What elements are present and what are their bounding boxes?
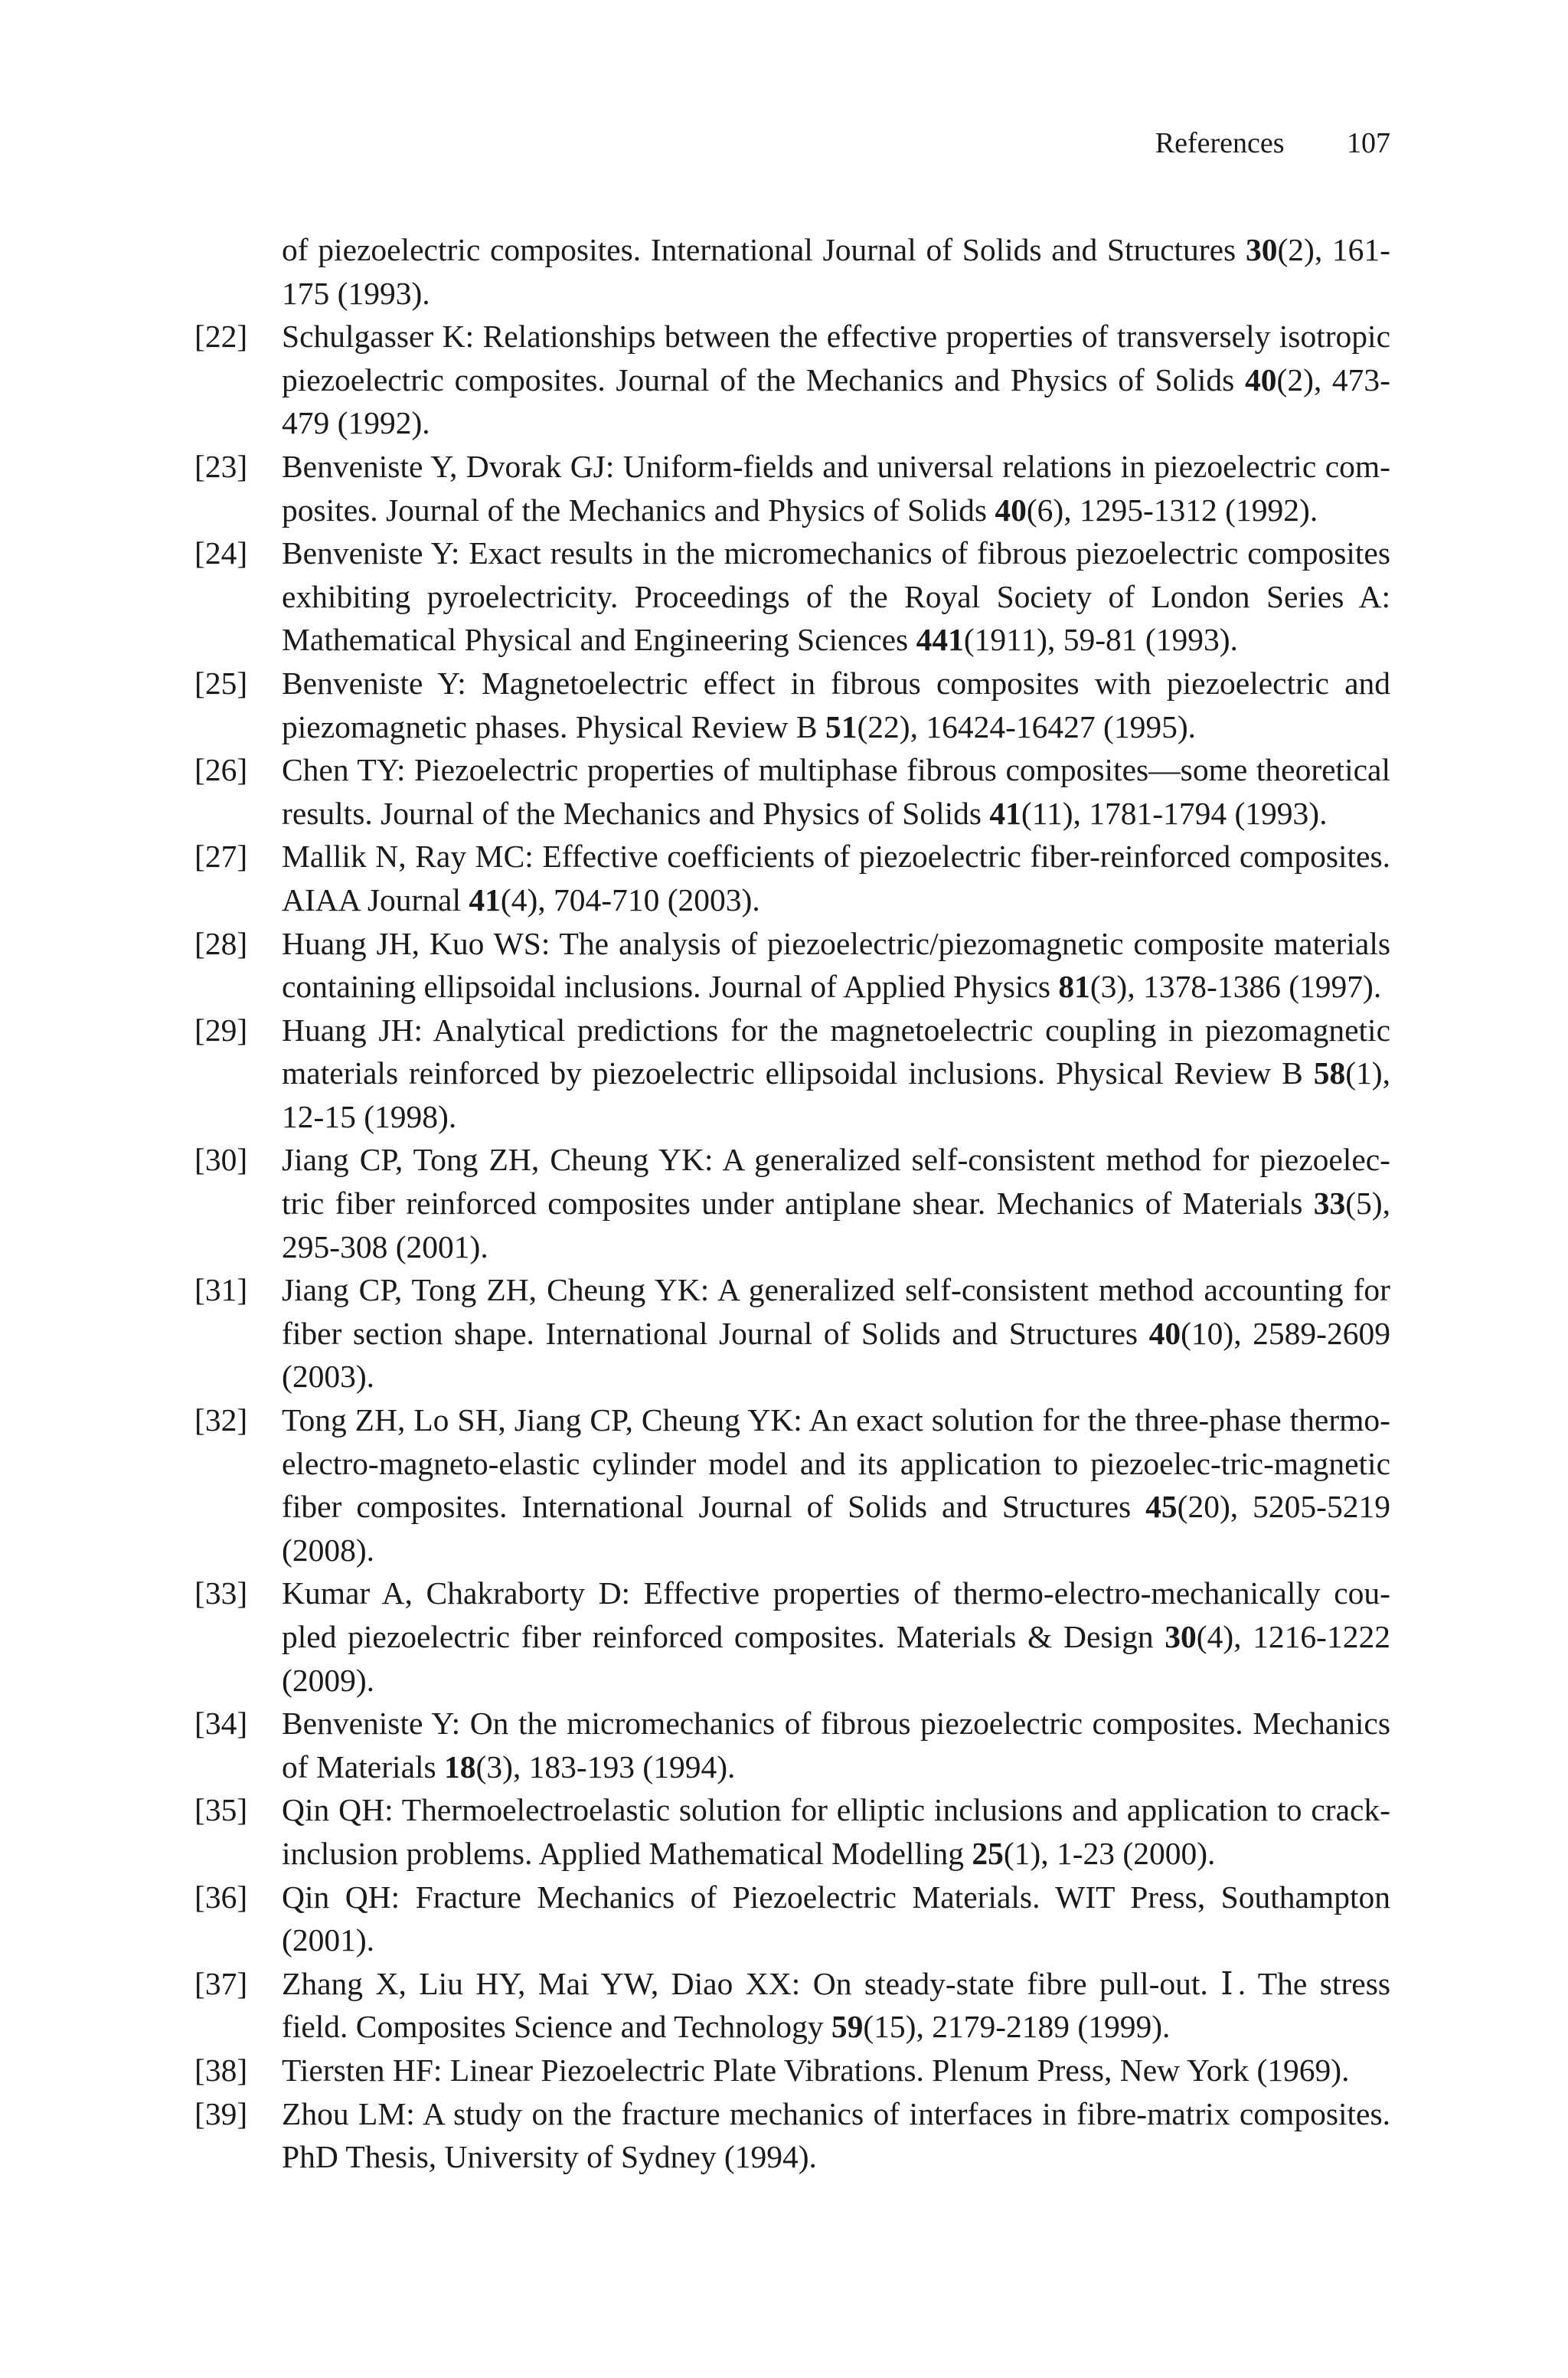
reference-text — [282, 1402, 1390, 1568]
reference-body: Huang JH, Kuo WS: The analysis of piezoelectric/piezomagnetic composite materials containing ellipsoidal inclusions. Journal of Applied Physics — [282, 925, 1390, 1005]
reference-pages: (11), 1781-1794 (1993). — [1021, 795, 1328, 831]
reference-pages: (10), 2589-2609 (2003). — [282, 1315, 1390, 1395]
reference-item — [194, 748, 1390, 835]
reference-text — [282, 1879, 1390, 1958]
reference-body: Huang JH: Analytical predictions for the magnetoelectric coupling in piezomagnetic materials reinforced by piezoelectric ellipsoidal inclusions. Physical Review B — [282, 1012, 1390, 1091]
reference-item — [194, 228, 1390, 315]
reference-volume: 40 — [1148, 1315, 1181, 1351]
reference-text — [282, 926, 1390, 1005]
reference-body: Jiang CP, Tong ZH, Cheung YK: A generalized self-consistent method for piezoelec-tric fiber reinforced composites under antiplane shear. Mechanics of Materials — [282, 1142, 1390, 1222]
reference-number: [37] — [194, 1965, 248, 2001]
reference-text — [282, 2096, 1390, 2175]
reference-body: Benveniste Y: Magnetoelectric effect in fibrous composites with piezoelectric and piezomagnetic phases. Physical Review B — [282, 665, 1390, 744]
reference-text — [282, 232, 1390, 311]
reference-text — [282, 1575, 1390, 1697]
reference-item — [194, 1876, 1390, 1962]
reference-text — [282, 319, 1390, 440]
reference-volume: 41 — [989, 795, 1021, 831]
reference-body: Zhou LM: A study on the fracture mechanics of interfaces in fibre-matrix composites. PhD Thesis, University of Sydney (1994). — [282, 2095, 1390, 2175]
reference-volume: 30 — [1245, 232, 1278, 267]
reference-body: Zhang X, Liu HY, Mai YW, Diao XX: On steady-state fibre pull-out. Ⅰ. The stress field. Composites Science and Technology — [282, 1965, 1390, 2045]
reference-pages: (6), 1295-1312 (1992). — [1026, 492, 1318, 528]
reference-volume: 30 — [1165, 1619, 1197, 1654]
reference-pages: (20), 5205-5219 (2008). — [282, 1489, 1390, 1568]
reference-pages: (4), 704-710 (2003). — [500, 882, 760, 918]
reference-list — [194, 228, 1390, 2179]
reference-text — [282, 1792, 1390, 1871]
reference-number: [28] — [194, 925, 248, 961]
reference-number: [34] — [194, 1706, 248, 1742]
reference-volume: 58 — [1313, 1055, 1346, 1091]
running-header — [1155, 126, 1390, 161]
reference-body: Tong ZH, Lo SH, Jiang CP, Cheung YK: An exact solution for the three-phase thermo-electro-magneto-elastic cylinder model and its application to piezoelec-tric-magnetic fiber composites. International Journal of Solids and Structures — [282, 1402, 1390, 1525]
reference-number: [29] — [194, 1012, 248, 1048]
reference-number: [24] — [194, 535, 248, 571]
reference-body: Benveniste Y, Dvorak GJ: Uniform-fields and universal relations in piezoelectric com-posites. Journal of the Mechanics and Physics of Solids — [282, 448, 1390, 528]
reference-text — [282, 2053, 1350, 2088]
reference-item — [194, 532, 1390, 662]
reference-body: Mallik N, Ray MC: Effective coefficients of piezoelectric fiber-reinforced composites. AIAA Journal — [282, 839, 1390, 918]
reference-volume: 81 — [1058, 969, 1090, 1005]
reference-volume: 41 — [469, 882, 501, 918]
reference-pages: (1), 12-15 (1998). — [282, 1055, 1390, 1134]
reference-number: [32] — [194, 1402, 248, 1438]
reference-text — [282, 839, 1390, 918]
reference-item — [194, 1268, 1390, 1398]
reference-pages: (2), 473-479 (1992). — [282, 361, 1390, 441]
reference-body: Qin QH: Fracture Mechanics of Piezoelectric Materials. WIT Press, Southampton (2001). — [282, 1879, 1390, 1958]
reference-text — [282, 1966, 1390, 2045]
reference-volume: 441 — [916, 622, 964, 658]
reference-number: [36] — [194, 1879, 248, 1915]
reference-text — [282, 1272, 1390, 1394]
reference-text — [282, 752, 1390, 831]
reference-number: [25] — [194, 665, 248, 701]
reference-number: [30] — [194, 1142, 248, 1178]
reference-body: Benveniste Y: On the micromechanics of fibrous piezoelectric composites. Mechanics of Materials — [282, 1706, 1390, 1784]
reference-text — [282, 449, 1390, 528]
section-title: References — [1155, 127, 1285, 159]
reference-pages: (3), 183-193 (1994). — [475, 1748, 736, 1784]
reference-item — [194, 1788, 1390, 1875]
reference-item — [194, 922, 1390, 1009]
reference-pages: (5), 295-308 (2001). — [282, 1186, 1390, 1264]
reference-text — [282, 666, 1390, 744]
reference-pages: (1911), 59-81 (1993). — [963, 622, 1238, 658]
reference-item — [194, 1572, 1390, 1702]
reference-number: [31] — [194, 1272, 248, 1308]
reference-body: Kumar A, Chakraborty D: Effective properties of thermo-electro-mechanically cou-pled piezoelectric fiber reinforced composites. Materials & Design — [282, 1575, 1390, 1654]
reference-item — [194, 1398, 1390, 1572]
reference-text — [282, 1142, 1390, 1264]
reference-body: Jiang CP, Tong ZH, Cheung YK: A generalized self-consistent method accounting for fiber section shape. International Journal of Solids and Structures — [282, 1272, 1390, 1351]
reference-item — [194, 2049, 1390, 2092]
reference-pages: (1), 1-23 (2000). — [1003, 1835, 1216, 1871]
reference-number: [33] — [194, 1575, 248, 1611]
reference-body: Tiersten HF: Linear Piezoelectric Plate Vibrations. Plenum Press, New York (1969). — [282, 2052, 1350, 2088]
reference-text — [282, 1012, 1390, 1134]
page-number: 107 — [1347, 127, 1390, 159]
reference-volume: 59 — [831, 2009, 864, 2045]
reference-pages: (15), 2179-2189 (1999). — [863, 2009, 1171, 2045]
reference-body: Schulgasser K: Relationships between the effective properties of transversely isotropic piezoelectric composites. Journal of the Mechanics and Physics of Solids — [282, 319, 1390, 397]
reference-number: [38] — [194, 2052, 248, 2088]
reference-volume: 25 — [972, 1835, 1004, 1871]
reference-body: of piezoelectric composites. International Journal of Solids and Structures — [282, 232, 1246, 267]
reference-number: [27] — [194, 839, 248, 875]
reference-number: [35] — [194, 1792, 248, 1828]
reference-pages: (2), 161-175 (1993). — [282, 232, 1391, 311]
reference-item — [194, 445, 1390, 532]
reference-item — [194, 1702, 1390, 1788]
reference-pages: (22), 16424-16427 (1995). — [857, 708, 1197, 744]
reference-number: [22] — [194, 319, 248, 355]
reference-volume: 33 — [1313, 1186, 1346, 1222]
reference-item — [194, 1962, 1390, 2049]
reference-number: [23] — [194, 448, 248, 484]
reference-volume: 18 — [444, 1748, 476, 1784]
reference-item — [194, 1009, 1390, 1139]
reference-text — [282, 535, 1390, 657]
reference-item — [194, 835, 1390, 921]
reference-body: Benveniste Y: Exact results in the micromechanics of fibrous piezoelectric composites exhibiting pyroelectricity. Proceedings of the Royal Society of London Series A: Mathematical Physical and Engineering Sciences — [282, 535, 1390, 658]
reference-number: [39] — [194, 2095, 248, 2131]
reference-item — [194, 1138, 1390, 1268]
reference-pages: (3), 1378-1386 (1997). — [1089, 969, 1382, 1005]
reference-pages: (4), 1216-1222 (2009). — [282, 1619, 1390, 1698]
reference-volume: 51 — [825, 708, 858, 744]
reference-body: Chen TY: Piezoelectric properties of multiphase fibrous composites—some theoretical results. Journal of the Mechanics and Physics of Solids — [282, 752, 1390, 831]
reference-body: Qin QH: Thermoelectroelastic solution for elliptic inclusions and application to crack-inclusion problems. Applied Mathematical Modelling — [282, 1792, 1390, 1871]
reference-item — [194, 2092, 1390, 2179]
reference-number: [26] — [194, 752, 248, 788]
reference-item — [194, 662, 1390, 748]
reference-text — [282, 1706, 1390, 1784]
reference-volume: 40 — [1245, 361, 1277, 397]
reference-volume: 45 — [1145, 1489, 1178, 1525]
reference-item — [194, 315, 1390, 445]
reference-volume: 40 — [995, 492, 1027, 528]
